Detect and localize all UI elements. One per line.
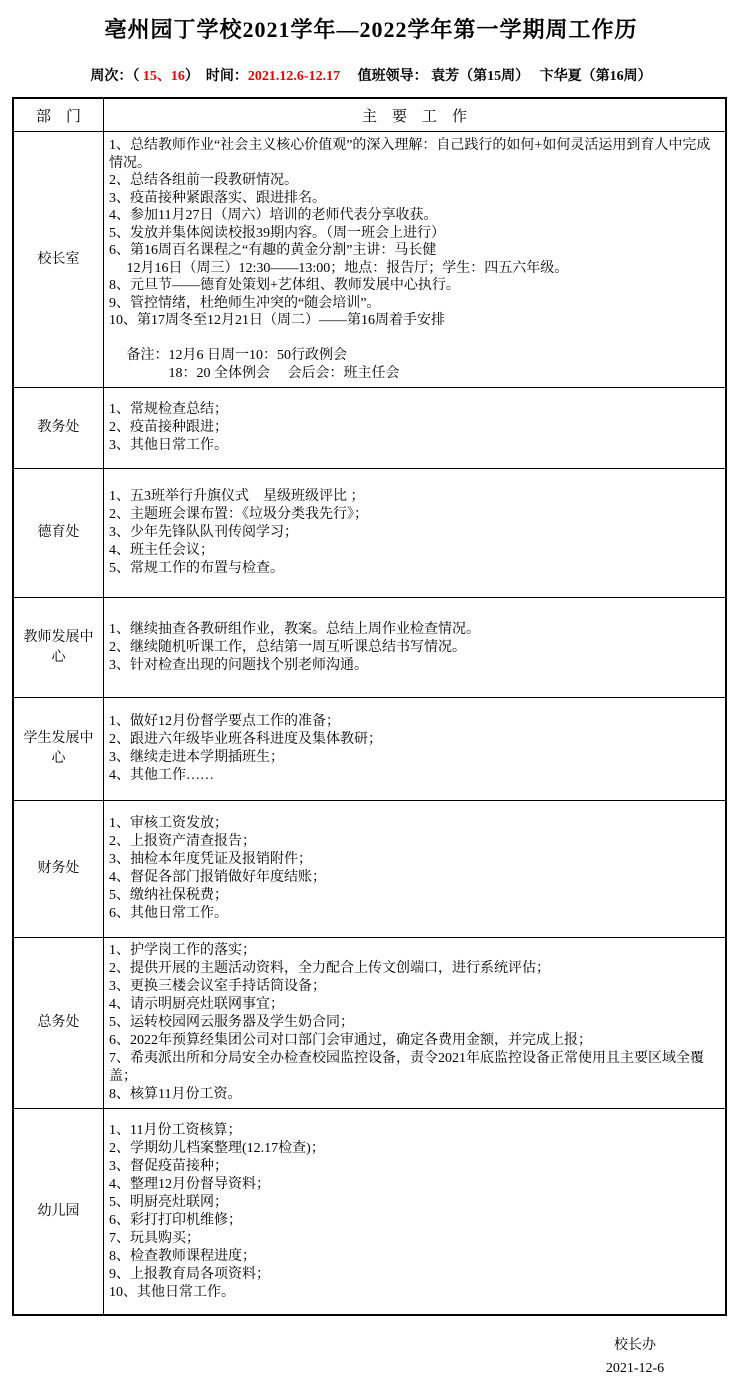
work-cell	[104, 388, 727, 469]
work-line: 2、跟进六年级毕业班各科进度及集体教研；	[109, 732, 382, 747]
work-line: 3、更换三楼会议室手持话筒设备；	[109, 979, 326, 994]
work-line: 8、元旦节——德育处策划+艺体组、教师发展中心执行。	[109, 278, 460, 293]
work-cell	[104, 598, 727, 698]
work-cell	[104, 698, 727, 801]
work-line: 4、整理12月份督导资料；	[109, 1176, 270, 1192]
work-calendar-table	[12, 97, 727, 1316]
work-cell	[104, 469, 727, 598]
work-line: 6、其他日常工作。	[109, 906, 228, 921]
dept-cell: 德育处	[13, 469, 104, 598]
work-line: 3、少年先锋队队刊传阅学习；	[109, 525, 298, 540]
work-line: 4、其他工作……	[109, 768, 214, 783]
work-line: 1、继续抽查各教研组作业，教案。总结上周作业检查情况。	[109, 621, 480, 637]
meta-text: 值班领导： 袁芳（第15周） 卞华夏（第16周）	[340, 69, 652, 84]
dept-cell: 教务处	[13, 388, 104, 469]
work-line: 6、2022年预算经集团公司对口部门会审通过，确定各费用金额，并完成上报；	[109, 1033, 592, 1048]
signature-date: 2021-12-6	[605, 1361, 665, 1376]
table-row	[13, 938, 726, 1109]
work-line: 4、督促各部门报销做好年度结账；	[109, 870, 326, 885]
work-line: 6、第16周百名课程之“有趣的黄金分割”主讲：马长健	[109, 243, 437, 258]
work-line: 3、继续走进本学期插班生；	[109, 750, 284, 765]
work-cell	[104, 938, 727, 1109]
work-line: 10、第17周冬至12月21日（周二）——第16周着手安排	[109, 313, 445, 328]
page-title: 亳州园丁学校2021学年—2022学年第一学期周工作历	[104, 17, 638, 42]
work-line: 6、彩打打印机维修；	[109, 1212, 242, 1228]
table-row	[13, 1109, 726, 1316]
work-line: 3、督促疫苗接种；	[109, 1158, 228, 1174]
meta-value-red: 15、16	[142, 69, 185, 84]
dept-cell: 学生发展中心	[13, 698, 104, 801]
table-row	[13, 598, 726, 698]
work-line: 2、继续随机听课工作，总结第一周互听课总结书写情况。	[109, 639, 466, 655]
work-cell	[104, 1109, 727, 1316]
work-line: 18：20 全体例会 会后会：班主任会	[109, 365, 400, 381]
dept-cell: 财务处	[13, 801, 104, 938]
work-line: 10、其他日常工作。	[109, 1284, 235, 1300]
work-line: 5、明厨亮灶联网；	[109, 1194, 228, 1210]
work-line: 1、11月份工资核算；	[109, 1122, 242, 1138]
work-line: 4、参加11月27日（周六）培训的老师代表分享收获。	[109, 208, 438, 223]
work-line: 2、总结各组前一段教研情况。	[109, 173, 298, 188]
meta-text: ） 时间：	[184, 69, 248, 84]
dept-cell: 总务处	[13, 938, 104, 1109]
work-column-header: 主 要 工 作	[104, 98, 727, 132]
work-cell	[104, 132, 727, 388]
work-line: 3、针对检查出现的问题找个别老师沟通。	[109, 657, 368, 673]
work-line: 1、审核工资发放；	[109, 816, 228, 831]
signature-block	[560, 1334, 710, 1380]
dept-cell: 教师发展中心	[13, 598, 104, 698]
signature-office: 校长办	[614, 1338, 656, 1353]
work-line: 3、其他日常工作。	[109, 438, 228, 453]
meta-value-red: 2021.12.6-12.17	[247, 69, 341, 84]
work-line: 8、检查教师课程进度；	[109, 1248, 256, 1264]
table-row	[13, 388, 726, 469]
work-line: 1、五3班举行升旗仪式 星级班级评比 ；	[109, 489, 365, 504]
work-line: 9、管控情绪，杜绝师生冲突的“随会培训”。	[109, 295, 381, 311]
work-line: 1、护学岗工作的落实；	[109, 943, 256, 958]
work-line: 4、班主任会议；	[109, 543, 214, 558]
work-cell	[104, 801, 727, 938]
table-row	[13, 698, 726, 801]
work-line: 9、上报教育局各项资料；	[109, 1266, 270, 1282]
work-line: 备注：12月6 日周一10：50行政例会	[109, 348, 347, 363]
work-line: 1、常规检查总结；	[109, 402, 228, 417]
dept-cell: 幼儿园	[13, 1109, 104, 1316]
work-line: 5、常规工作的布置与检查。	[109, 561, 284, 576]
work-line: 2、主题班会课布置：《垃圾分类我先行》；	[109, 507, 368, 522]
table-row	[13, 801, 726, 938]
work-line: 1、做好12月份督学要点工作的准备；	[109, 714, 340, 729]
table-row	[13, 132, 726, 388]
work-line: 12月16日（周三）12:30——13:00；地点：报告厅；学生：四五六年级。	[109, 260, 569, 276]
work-line: 8、核算11月份工资。	[109, 1087, 242, 1102]
work-line: 2、上报资产清查报告；	[109, 834, 256, 849]
work-line	[109, 330, 717, 348]
work-line: 5、发放并集体阅读校报39期内容。（周一班会上进行）	[109, 225, 445, 241]
work-line: 1、总结教师作业“社会主义核心价值观”的深入理解：自己践行的如何+如何灵活运用到育人中完成情况。	[109, 138, 711, 171]
work-line: 2、提供开展的主题活动资料，全力配合上传文创端口，进行系统评估；	[109, 961, 550, 976]
meta-text: 周次：（	[90, 69, 143, 84]
meta-line	[0, 65, 742, 85]
work-line: 2、学期幼儿档案整理(12.17检查)；	[109, 1140, 325, 1156]
work-line: 3、抽检本年度凭证及报销附件；	[109, 852, 312, 867]
work-line: 7、希夷派出所和分局安全办检查校园监控设备，责令2021年底监控设备正常使用且主要区域全覆盖；	[109, 1051, 704, 1084]
work-line: 7、玩具购买；	[109, 1230, 200, 1246]
dept-cell: 校长室	[13, 132, 104, 388]
work-line: 4、请示明厨亮灶联网事宜；	[109, 997, 284, 1012]
table-header-row	[13, 98, 726, 132]
dept-column-header: 部 门	[13, 98, 104, 132]
table-row	[13, 469, 726, 598]
work-line: 2、疫苗接种跟进；	[109, 420, 228, 435]
work-line: 5、缴纳社保税费；	[109, 888, 228, 903]
work-line: 5、运转校园网云服务器及学生奶合同；	[109, 1015, 354, 1030]
work-line: 3、疫苗接种紧跟落实、跟进排名。	[109, 190, 326, 206]
